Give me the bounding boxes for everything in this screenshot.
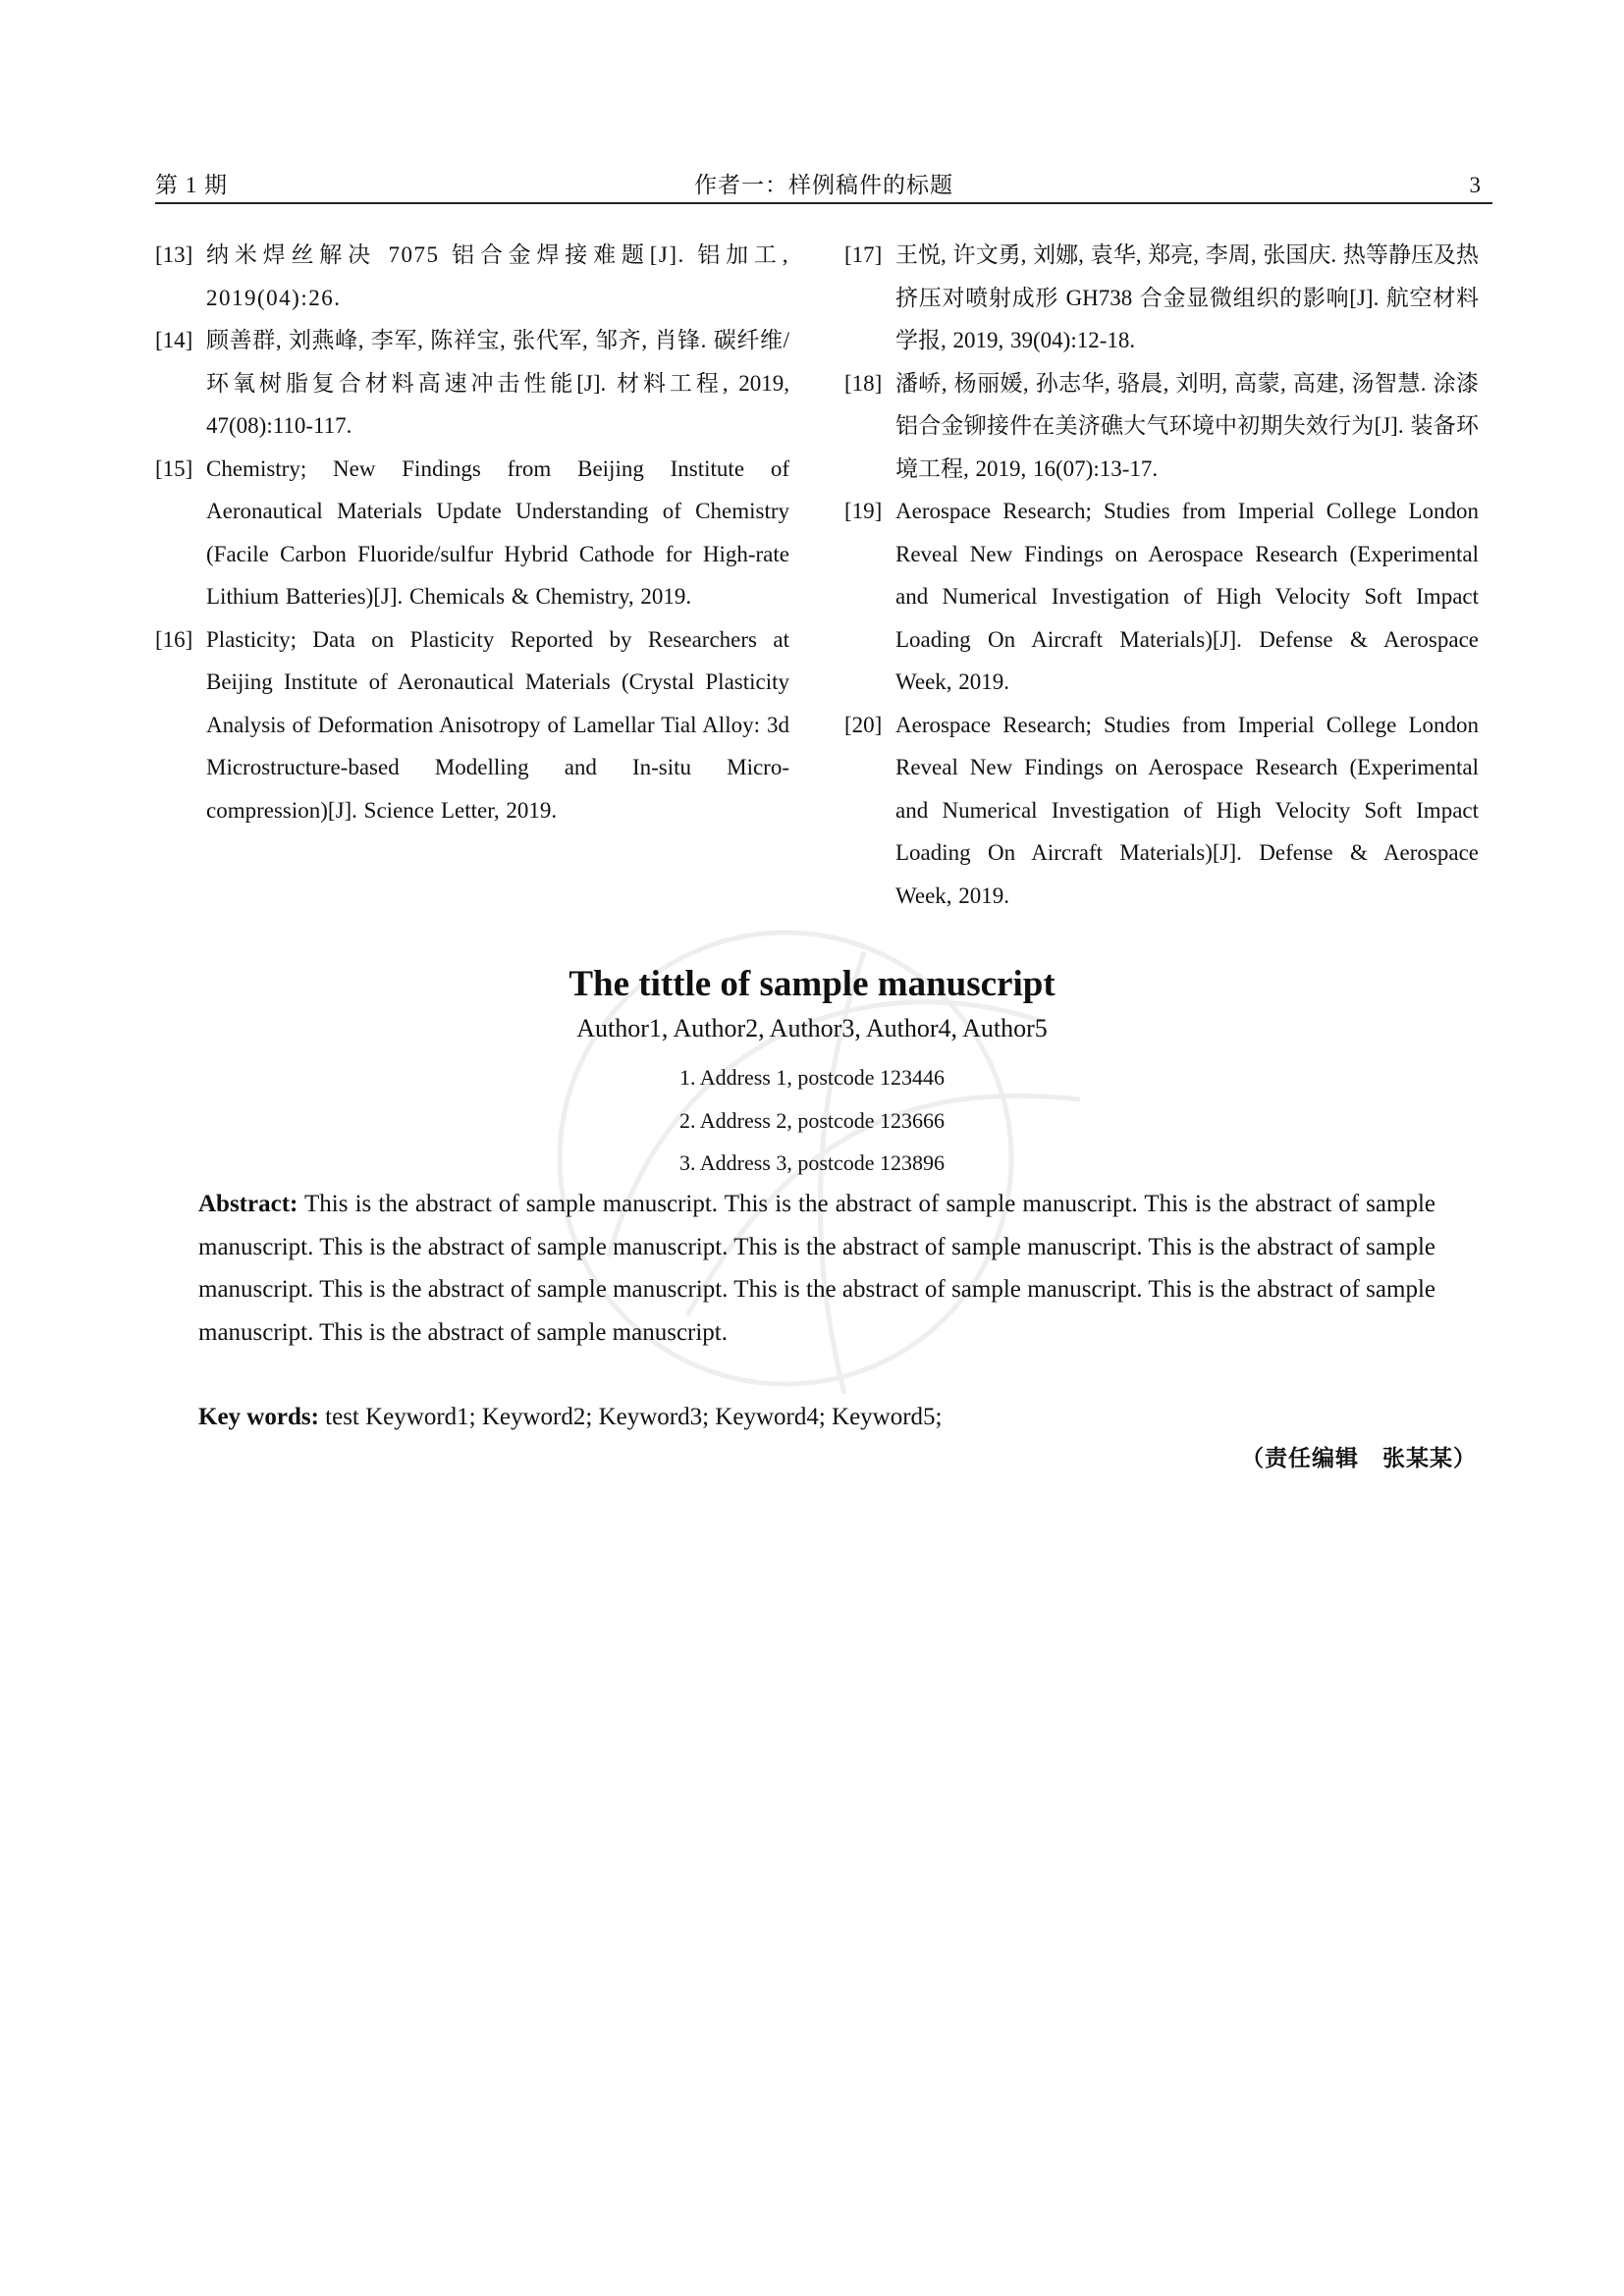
reference-item — [155, 319, 789, 448]
reference-number: [15] — [155, 455, 193, 481]
reference-text: Aerospace Research; Studies from Imperial College London Reveal New Findings on Aerospace Research (Experimental and Numerical Investigation of High Velocity Soft Impact Loading On Aircraft Materials)[J]. Defense & Aerospace Week, 2019. — [895, 499, 1479, 694]
keywords-text: test Keyword1; Keyword2; Keyword3; Keyword4; Keyword5; — [325, 1404, 943, 1430]
article-title: The tittle of sample manuscript — [568, 964, 1056, 1004]
reference-number: [13] — [155, 242, 193, 267]
reference-number: [18] — [844, 370, 883, 396]
keywords-label: Key words: — [198, 1404, 319, 1430]
reference-number: [19] — [844, 499, 883, 523]
responsible-editor-note: （责任编辑 张某某） — [1241, 1446, 1477, 1471]
reference-item — [155, 618, 789, 832]
journal-issue: 第 1 期 — [155, 173, 228, 197]
reference-item — [844, 704, 1479, 918]
reference-item — [844, 362, 1479, 491]
reference-item — [155, 234, 789, 319]
references-right-column — [844, 234, 1479, 917]
abstract-label: Abstract: — [198, 1191, 298, 1217]
running-header — [155, 173, 1492, 204]
reference-text: 潘峤, 杨丽媛, 孙志华, 骆晨, 刘明, 高蒙, 高建, 汤智慧. 涂漆铝合金铆接件在美济礁大气环境中初期失效行为[J]. 装备环境工程, 2019, 16(07):13-17. — [895, 370, 1479, 481]
abstract — [198, 1183, 1435, 1354]
reference-item — [844, 234, 1479, 362]
reference-text: Plasticity; Data on Plasticity Reported by Researchers at Beijing Institute of Aeronautical Materials (Crystal Plasticity Analysis of Deformation Anisotropy of Lamellar Tial Alloy: 3d Microstructure-based Modelling and In-situ Micro-compression)[J]. Science Letter, 2019. — [206, 626, 789, 823]
reference-text: 顾善群, 刘燕峰, 李军, 陈祥宝, 张代军, 邹齐, 肖锋. 碳纤维/环氧树脂复合材料高速冲击性能[J]. 材料工程, 2019, 47(08):110-117. — [206, 328, 789, 438]
reference-text: 纳米焊丝解决 7075 铝合金焊接难题[J]. 铝加工, 2019(04):26. — [206, 242, 789, 310]
page-number: 3 — [1469, 173, 1481, 197]
keywords — [198, 1396, 1435, 1439]
running-title: 作者一：样例稿件的标题 — [694, 173, 953, 197]
affiliation: 2. Address 2, postcode 123666 — [678, 1107, 946, 1133]
reference-number: [14] — [155, 328, 193, 352]
affiliation: 1. Address 1, postcode 123446 — [678, 1065, 946, 1090]
author-list: Author1, Author2, Author3, Author4, Author5 — [576, 1014, 1048, 1042]
references-left-column — [155, 234, 789, 831]
reference-number: [17] — [844, 242, 883, 267]
affiliation: 3. Address 3, postcode 123896 — [678, 1150, 946, 1175]
reference-number: [16] — [155, 626, 193, 652]
reference-text: Chemistry; New Findings from Beijing Institute of Aeronautical Materials Update Understanding of Chemistry (Facile Carbon Fluoride/sulfur Hybrid Cathode for High-rate Lithium Batteries)[J]. Chemicals & Chemistry, 2019. — [206, 455, 789, 609]
affiliation-list — [0, 1056, 1624, 1185]
reference-item — [155, 448, 789, 618]
reference-text: 王悦, 许文勇, 刘娜, 袁华, 郑亮, 李周, 张国庆. 热等静压及热挤压对喷射成形 GH738 合金显微组织的影响[J]. 航空材料学报, 2019, 39(04):12-18. — [895, 242, 1479, 352]
reference-item — [844, 490, 1479, 704]
reference-number: [20] — [844, 712, 883, 737]
abstract-text: This is the abstract of sample manuscript. This is the abstract of sample manuscript. This is the abstract of sample manuscript. This is the abstract of sample manuscript. This is the abstract of sample manuscript. This is the abstract of sample manuscript. This is the abstract of sample manuscript. This is the abstract of sample manuscript. This is the abstract of sample manuscript. This is the abstract of sample manuscript. — [198, 1191, 1435, 1346]
reference-text: Aerospace Research; Studies from Imperial College London Reveal New Findings on Aerospace Research (Experimental and Numerical Investigation of High Velocity Soft Impact Loading On Aircraft Materials)[J]. Defense & Aerospace Week, 2019. — [895, 712, 1479, 908]
